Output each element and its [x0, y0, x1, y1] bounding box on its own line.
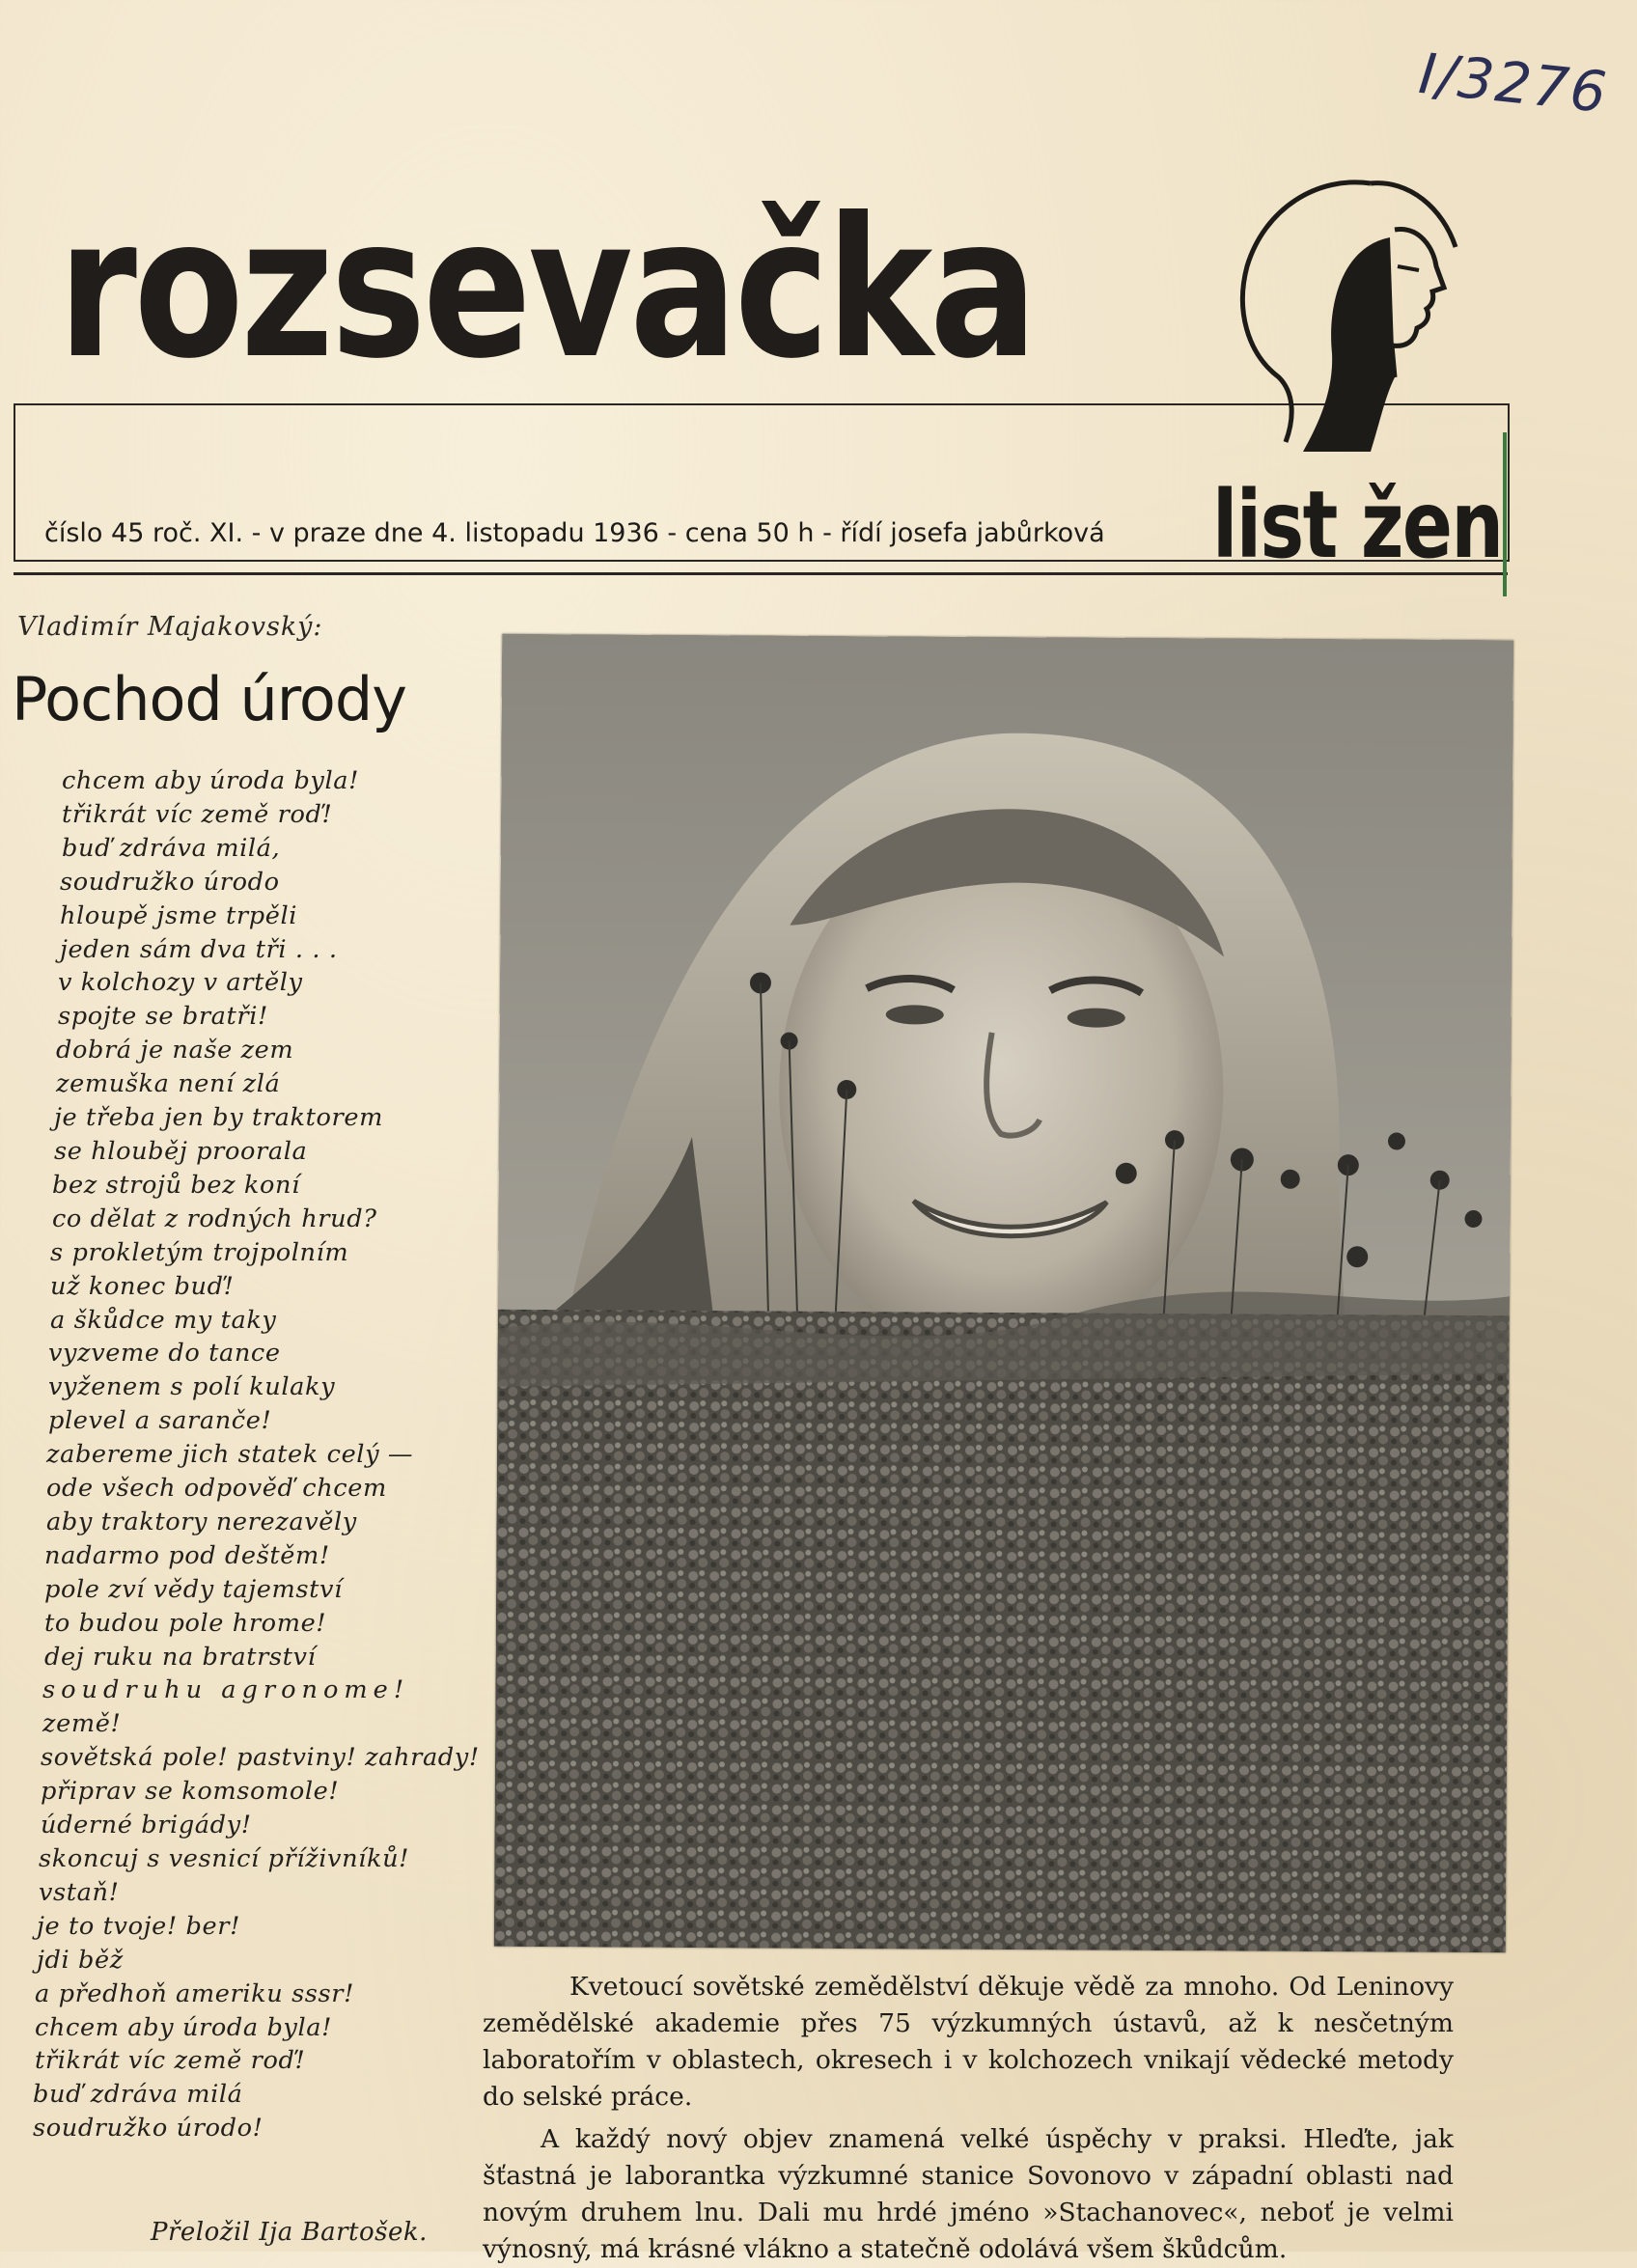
- poem-line: chcem aby úroda byla!: [62, 766, 360, 795]
- poem-line: plevel a saranče!: [48, 1406, 272, 1436]
- poem-line: je třeba jen by traktorem: [54, 1103, 383, 1133]
- poem-line: co dělat z rodných hrud?: [52, 1203, 377, 1233]
- archive-number: I/3276: [1415, 40, 1612, 126]
- green-margin-mark: [1503, 432, 1507, 596]
- poem-line: jdi běž: [37, 1945, 124, 1975]
- poem-line: bez strojů bez koní: [52, 1170, 300, 1200]
- poem-line: spojte se bratři!: [58, 1002, 268, 1032]
- poem-line: soudružko úrodo: [60, 867, 280, 897]
- poem-line: jeden sám dva tři . . .: [60, 934, 338, 964]
- poem-line: a škůdce my taky: [50, 1305, 277, 1335]
- poem-line: je to tvoje! ber!: [37, 1911, 240, 1941]
- poem-line: buď zdráva milá: [33, 2080, 243, 2110]
- poem-title: Pochod úrody: [12, 664, 406, 734]
- poem-line: s prokletým trojpolním: [50, 1237, 349, 1267]
- poem-line: dej ruku na bratrství: [44, 1642, 317, 1672]
- poem-line: třikrát víc země roď!: [62, 799, 333, 829]
- masthead-title: rozsevačka: [58, 177, 1035, 401]
- article-paragraph: Kvetoucí sovětské zemědělství děkuje vědě za mnoho. Od Leninovy zemědělské akademie přes 75 výzkumných ústavů, až k nesčetným laboratořím v oblastech, okresech i v kolchozech vnikají vědecké metody do selské práce.: [483, 1972, 1454, 2112]
- poem-line: pole zví vědy tajemství: [44, 1574, 343, 1604]
- poem-line: zemuška není zlá: [56, 1069, 281, 1099]
- issue-line: číslo 45 roč. XI. - v praze dne 4. listopadu 1936 - cena 50 h - řídí josefa jabůrková: [44, 518, 1105, 548]
- photo-image: [494, 634, 1513, 1952]
- poem-line: vyzveme do tance: [48, 1339, 281, 1369]
- poem-line: sovětská pole! pastviny! zahrady!: [41, 1743, 480, 1773]
- poem-line: vstaň!: [39, 1877, 120, 1907]
- poem-line: ode všech odpověď chcem: [46, 1474, 387, 1504]
- poem-line: aby traktory nerezavěly: [46, 1507, 357, 1536]
- poem-line: v kolchozy v artěly: [58, 968, 303, 998]
- masthead-subtitle: list žen: [1212, 471, 1503, 579]
- poem-verses: [33, 764, 486, 2145]
- poem-line: země!: [42, 1709, 122, 1739]
- poem-line: chcem aby úroda byla!: [35, 2012, 333, 2042]
- poem-line: se hlouběj proorala: [54, 1136, 308, 1166]
- poem-line: hloupě jsme trpěli: [60, 900, 298, 930]
- woman-profile-logo-icon: [1226, 170, 1467, 459]
- poem-line: nadarmo pod deštěm!: [44, 1540, 330, 1570]
- poem-translator: Přeložil Ija Bartošek.: [151, 2218, 428, 2247]
- poem-line: skoncuj s vesnicí příživníků!: [39, 1844, 410, 1873]
- poem-author: Vladimír Majakovský:: [17, 612, 323, 642]
- poem-line: dobrá je naše zem: [56, 1036, 294, 1065]
- poem-line: připrav se komsomole!: [41, 1777, 340, 1807]
- poem-line: už konec buď!: [50, 1271, 235, 1301]
- poem-line: soudruhu agronome!: [42, 1675, 410, 1705]
- poem-line: úderné brigády!: [41, 1811, 252, 1840]
- poem-line: vyženem s polí kulaky: [48, 1372, 336, 1402]
- article-paragraph: A každý nový objev znamená velké úspěchy v praksi. Hleďte, jak šťastná je laborantka výzkumné stanice Sovonovo v západní oblasti nad novým druhem lnu. Dali mu hrdé jméno »Stachanovec«, neboť je velmi výnosný, má krásné vlákno a statečně odolává všem škůdcům.: [483, 2124, 1454, 2264]
- poem-line: a předhoň ameriku sssr!: [35, 1978, 354, 2008]
- poem-line: třikrát víc země roď!: [35, 2046, 306, 2076]
- poem-line: zabereme jich statek celý —: [46, 1440, 414, 1470]
- article: [483, 1969, 1454, 2268]
- poem-line: buď zdráva milá,: [62, 833, 281, 863]
- photo-woman-in-flax-field: [494, 634, 1513, 1952]
- poem-line: soudružko úrodo!: [33, 2114, 264, 2144]
- poem-line: to budou pole hrome!: [44, 1608, 327, 1638]
